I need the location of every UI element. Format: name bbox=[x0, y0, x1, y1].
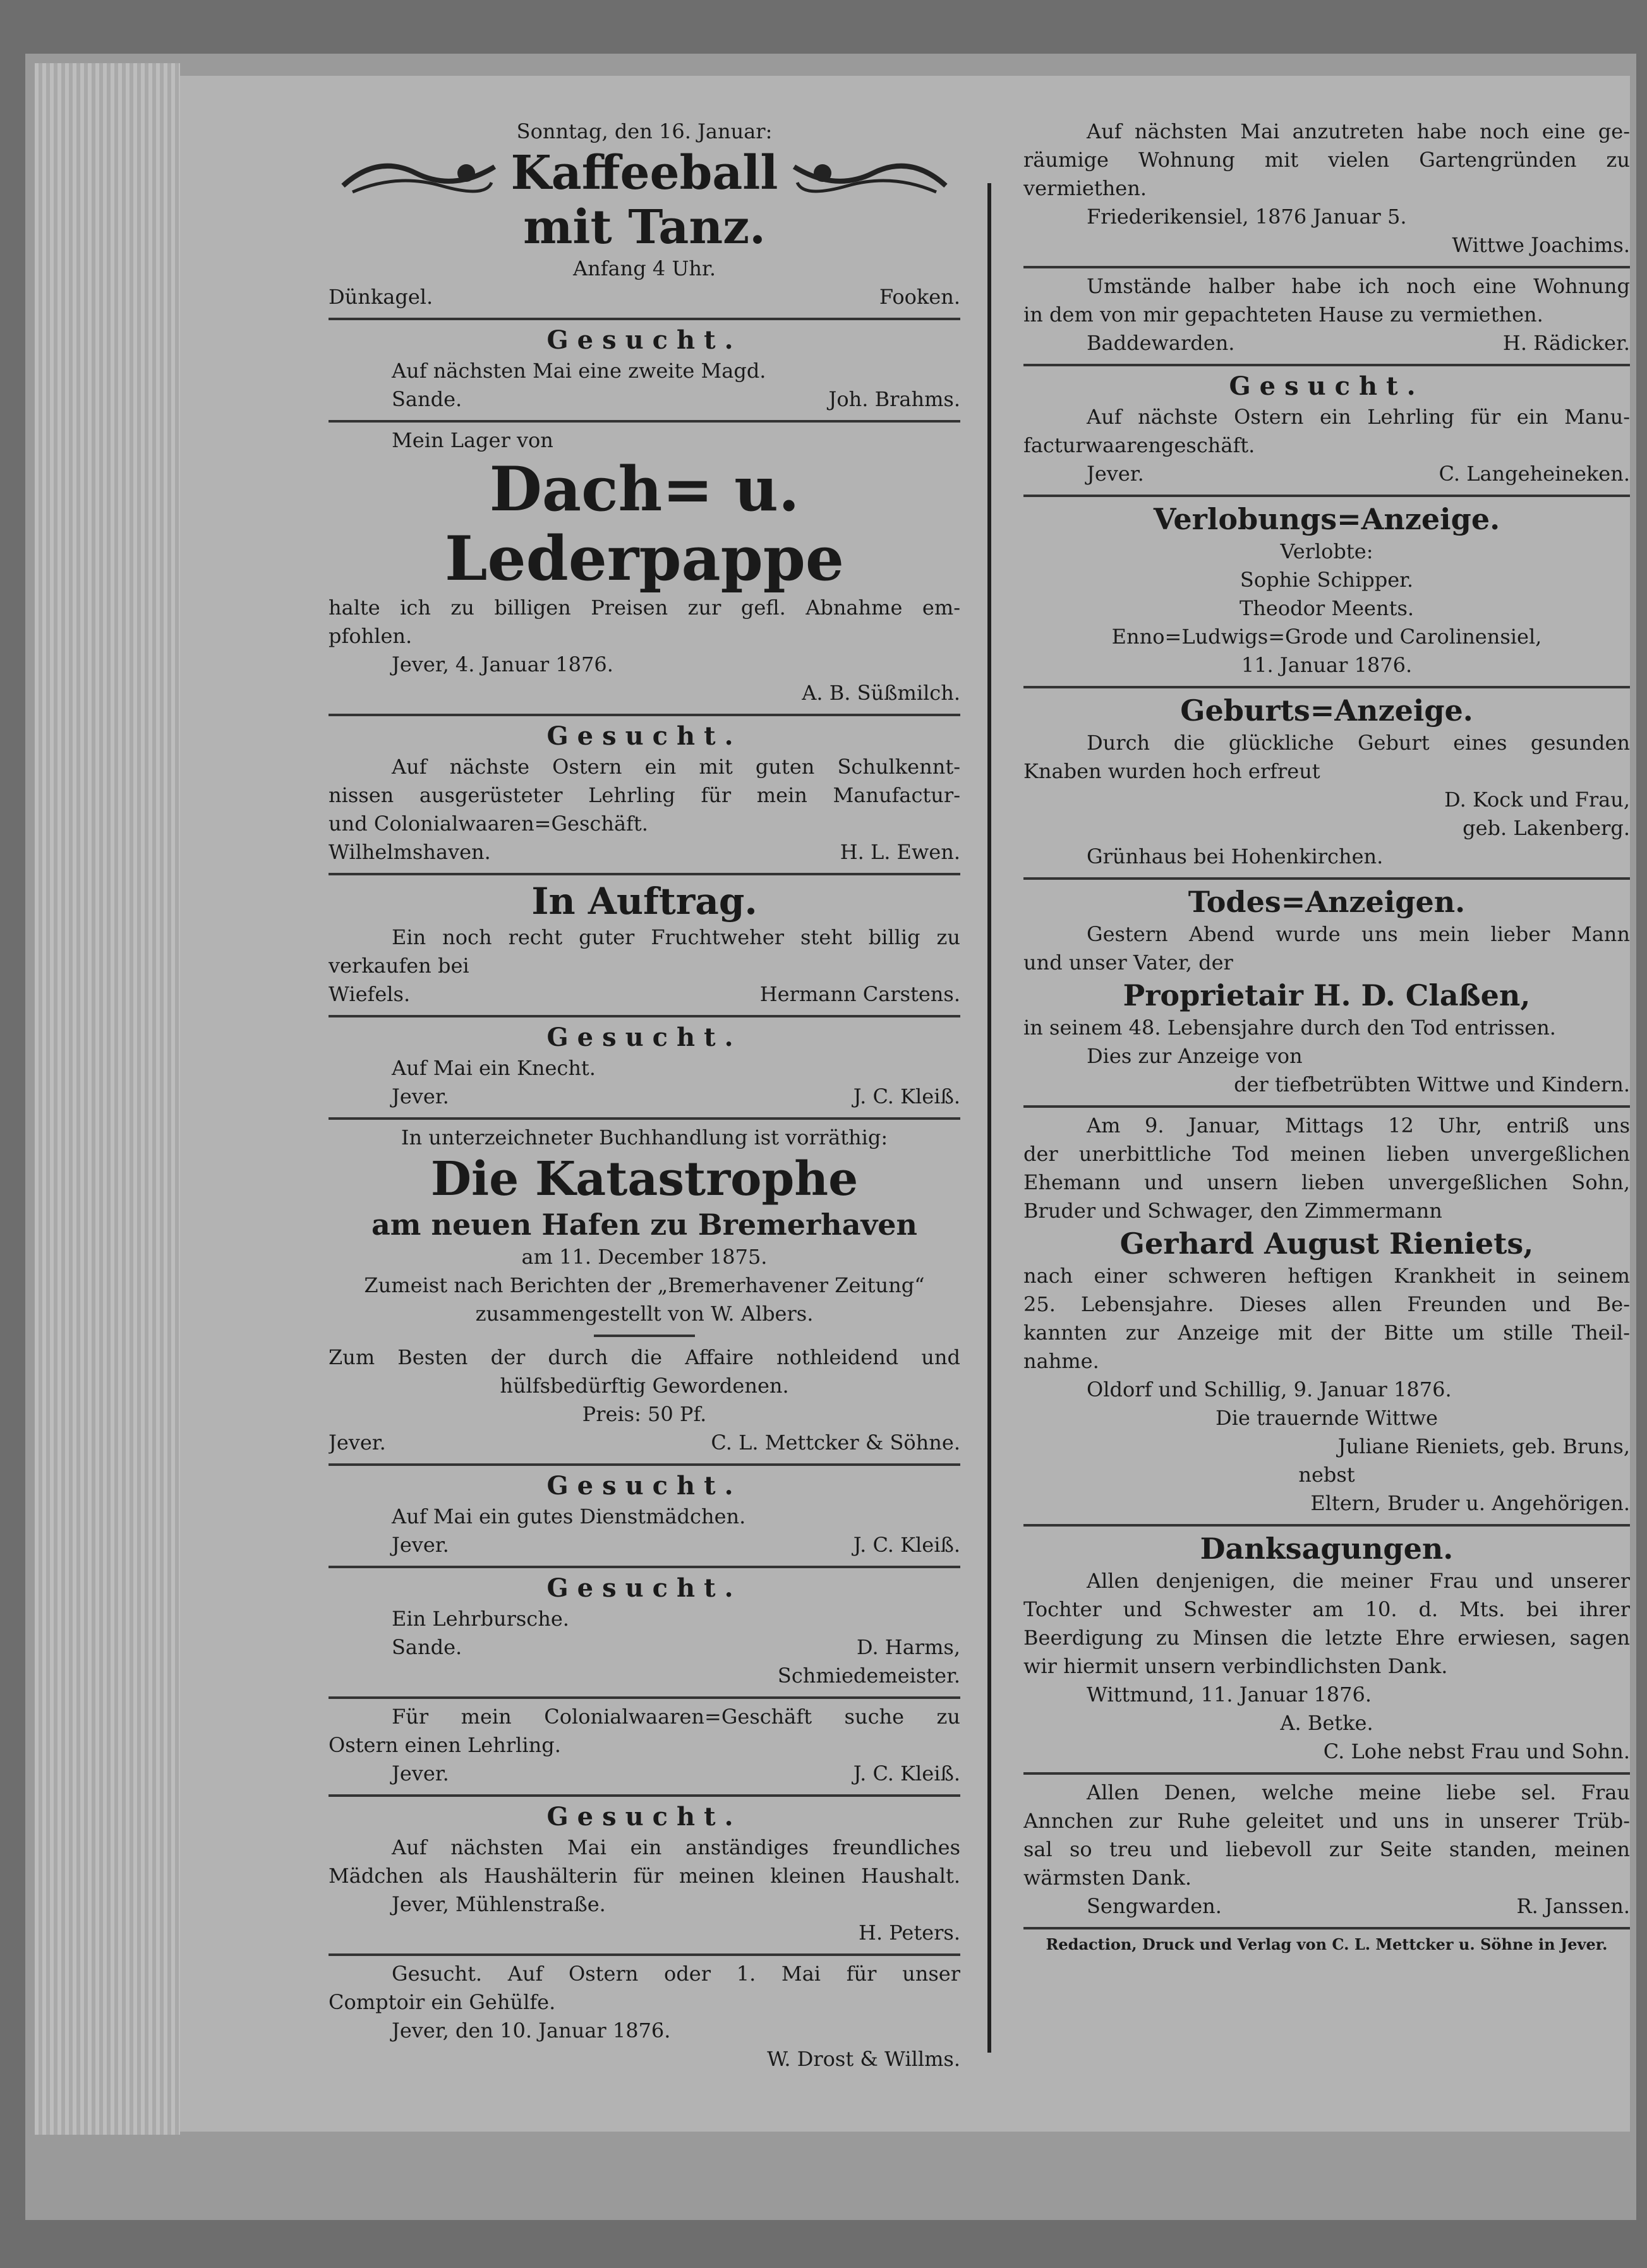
ad-text-line: Gestern Abend wurde uns mein lieber Mann bbox=[1087, 922, 1630, 946]
ad-title: Todes=Anzeigen. bbox=[1188, 885, 1466, 919]
ad-gesucht-manufactur bbox=[1023, 366, 1630, 497]
ad-title: Dach= u. Lederpappe bbox=[444, 453, 844, 594]
page-stack-edge bbox=[35, 63, 180, 2135]
ad-gesucht-lehrbursche bbox=[329, 1568, 960, 1699]
ad-text-line: Ein noch recht guter Fruchtweher steht billig zu bbox=[392, 925, 960, 949]
ad-dateline: Jever, 4. Januar 1876. bbox=[392, 652, 613, 676]
ad-signer: W. Drost & Willms. bbox=[767, 2047, 960, 2071]
ad-text-line: Bruder und Schwager, den Zimmermann bbox=[1023, 1199, 1442, 1223]
ad-danksagung-betke bbox=[1023, 1527, 1630, 1775]
ad-name: Gerhard August Rieniets, bbox=[1119, 1227, 1534, 1261]
ad-title: Geburts=Anzeige. bbox=[1180, 693, 1473, 728]
ad-dachpappe bbox=[329, 423, 960, 716]
ad-place: Jever. bbox=[392, 1084, 449, 1108]
ad-text-line: vermiethen. bbox=[1023, 176, 1147, 200]
ad-signer: C. L. Mettcker & Söhne. bbox=[711, 1431, 960, 1455]
ad-signature-row bbox=[329, 385, 960, 414]
ad-text-line: Ehemann und unsern lieben unvergeßlichen Sohn, bbox=[1023, 1170, 1630, 1194]
ad-signer: J. C. Kleiß. bbox=[853, 1533, 960, 1557]
ad-text-line: Auf nächsten Mai ein anständiges freundliches bbox=[392, 1835, 960, 1859]
ad-intro: Mein Lager von bbox=[392, 428, 553, 452]
ad-signer: H. L. Ewen. bbox=[840, 840, 960, 864]
ad-place: Sande. bbox=[392, 1635, 462, 1659]
ad-place: Dünkagel. bbox=[329, 285, 433, 309]
ad-signer: H. Peters. bbox=[859, 1921, 960, 1945]
kaffeeball-subtitle: mit Tanz. bbox=[523, 200, 766, 255]
ad-name: Sophie Schipper. bbox=[1240, 568, 1414, 592]
ad-signer: J. C. Kleiß. bbox=[853, 1084, 960, 1108]
ad-signer: Die trauernde Wittwe bbox=[1216, 1406, 1438, 1430]
ad-text-line: und Colonialwaaren=Geschäft. bbox=[329, 812, 648, 836]
ad-place: Wiefels. bbox=[329, 982, 411, 1006]
ad-place: Enno=Ludwigs=Grode und Carolinensiel, bbox=[1111, 625, 1542, 649]
ad-text-line: wir hiermit unsern verbindlichsten Dank. bbox=[1023, 1654, 1448, 1678]
ad-text-line: Auf nächste Ostern ein Lehrling für ein Manu- bbox=[1087, 405, 1630, 429]
ad-title: In Auftrag. bbox=[531, 880, 757, 923]
ad-signature-row bbox=[1023, 329, 1630, 357]
right-column bbox=[1023, 114, 1630, 1956]
ad-place: Jever. bbox=[392, 1533, 449, 1557]
ad-text-line: nahme. bbox=[1023, 1349, 1099, 1373]
ad-wohnung-friederikensiel bbox=[1023, 114, 1630, 268]
imprint-footer: Redaction, Druck und Verlag von C. L. Mettcker u. Söhne in Jever. bbox=[1046, 1935, 1608, 1953]
ad-colonialwaaren-lehrling bbox=[329, 1699, 960, 1797]
ad-text-line: facturwaarengeschäft. bbox=[1023, 433, 1255, 457]
ad-text-line: Für mein Colonialwaaren=Geschäft suche zu bbox=[392, 1705, 960, 1729]
column-divider bbox=[987, 183, 991, 2053]
ad-text-line: Gesucht. Auf Ostern oder 1. Mai für unser bbox=[392, 1962, 960, 1986]
ad-place: Wilhelmshaven. bbox=[329, 840, 491, 864]
ad-gesucht-gehuelfe bbox=[329, 1956, 960, 2080]
ad-heading: Gesucht. bbox=[1229, 371, 1425, 401]
ad-title: Danksagungen. bbox=[1200, 1532, 1454, 1566]
ad-name: Proprietair H. D. Claßen, bbox=[1123, 978, 1531, 1012]
ad-text-line: zusammengestellt von W. Albers. bbox=[475, 1302, 814, 1326]
ad-place: Jever. bbox=[1087, 462, 1144, 486]
ad-text-line: 25. Lebensjahre. Dieses allen Freunden und Be- bbox=[1023, 1292, 1630, 1316]
ad-todes-anzeige-classen bbox=[1023, 880, 1630, 1108]
ad-subtitle: am neuen Hafen zu Bremerhaven bbox=[371, 1208, 917, 1242]
ad-text-line: Umstände halber habe ich noch eine Wohnung bbox=[1087, 274, 1630, 298]
ad-signer: A. B. Süßmilch. bbox=[802, 681, 960, 705]
ad-name: Theodor Meents. bbox=[1239, 596, 1415, 620]
ornament-right-icon bbox=[791, 148, 949, 198]
ad-text-line: wärmsten Dank. bbox=[1023, 1866, 1192, 1890]
ornamental-rule bbox=[594, 1335, 695, 1337]
ad-text: Auf Mai ein Knecht. bbox=[392, 1056, 596, 1080]
ad-heading: Gesucht. bbox=[546, 325, 742, 355]
ad-signature-row bbox=[329, 283, 960, 311]
ad-place: Baddewarden. bbox=[1087, 331, 1235, 355]
ad-signer: Juliane Rieniets, geb. Bruns, bbox=[1337, 1434, 1630, 1458]
ad-dateline: Oldorf und Schillig, 9. Januar 1876. bbox=[1087, 1377, 1452, 1401]
ad-text-line: Allen Denen, welche meine liebe sel. Frau bbox=[1087, 1780, 1630, 1804]
ad-geburts-anzeige bbox=[1023, 688, 1630, 880]
ad-text-line: Knaben wurden hoch erfreut bbox=[1023, 759, 1320, 783]
ad-place: Sande. bbox=[392, 387, 462, 411]
ad-verlobungs-anzeige bbox=[1023, 497, 1630, 688]
ad-todes-anzeige-rieniets bbox=[1023, 1108, 1630, 1527]
ad-subheading: Verlobte: bbox=[1280, 539, 1373, 563]
ad-signer: geb. Lakenberg. bbox=[1463, 816, 1630, 840]
ad-signer: der tiefbetrübten Wittwe und Kindern. bbox=[1234, 1072, 1630, 1096]
ad-place: Jever. bbox=[392, 1761, 449, 1785]
ad-signature-row bbox=[329, 1760, 960, 1788]
ad-signer: C. Lohe nebst Frau und Sohn. bbox=[1323, 1739, 1630, 1763]
ad-signer: D. Harms, bbox=[856, 1635, 960, 1659]
ad-text: Auf Mai ein gutes Dienstmädchen. bbox=[392, 1504, 746, 1528]
ad-text-line: Durch die glückliche Geburt eines gesunden bbox=[1087, 731, 1630, 755]
ad-text-line: verkaufen bei bbox=[329, 954, 469, 978]
ad-text-line: Mädchen als Haushälterin für meinen kleinen Haushalt. bbox=[329, 1864, 960, 1888]
ad-text-line: und unser Vater, der bbox=[1023, 951, 1233, 975]
ad-text-line: sal so treu und liebevoll zur Seite standen, meinen bbox=[1023, 1837, 1630, 1861]
ad-text-line: Dies zur Anzeige von bbox=[1087, 1044, 1303, 1068]
ad-title: Die Katastrophe bbox=[430, 1152, 859, 1206]
ad-place: Jever. bbox=[329, 1431, 386, 1455]
ad-signature-row bbox=[329, 1083, 960, 1111]
ad-heading: Gesucht. bbox=[546, 1471, 742, 1501]
ad-signature-row bbox=[329, 1429, 960, 1457]
ad-text-line: Jever, Mühlenstraße. bbox=[392, 1892, 606, 1916]
ad-gesucht-haushaelterin bbox=[329, 1797, 960, 1956]
ad-date: 11. Januar 1876. bbox=[1241, 653, 1413, 677]
ad-text: Auf nächsten Mai eine zweite Magd. bbox=[392, 359, 766, 383]
ad-signer: Fooken. bbox=[879, 285, 960, 309]
kaffeeball-title-row bbox=[329, 146, 960, 200]
ad-text-line: Auf nächste Ostern ein mit guten Schulkennt- bbox=[392, 755, 960, 779]
ad-text-line: Zumeist nach Berichten der „Bremerhavener Zeitung“ bbox=[364, 1273, 925, 1297]
ad-gesucht-knecht bbox=[329, 1017, 960, 1120]
ad-date: am 11. December 1875. bbox=[521, 1245, 768, 1269]
ad-signer: H. Rädicker. bbox=[1502, 331, 1630, 355]
ad-signature-row bbox=[329, 838, 960, 867]
ad-signer: J. C. Kleiß. bbox=[853, 1761, 960, 1785]
ad-signer: R. Janssen. bbox=[1516, 1894, 1630, 1918]
ad-text: Ein Lehrbursche. bbox=[392, 1607, 569, 1631]
ad-text-line: pfohlen. bbox=[329, 624, 413, 648]
ad-signer: Hermann Carstens. bbox=[759, 982, 960, 1006]
ad-signature-row bbox=[329, 1633, 960, 1662]
ad-text-line: nissen ausgerüsteter Lehrling für mein Manufactur- bbox=[329, 783, 960, 807]
ad-heading: Gesucht. bbox=[546, 721, 742, 751]
ad-signature-row bbox=[1023, 1892, 1630, 1921]
ad-heading: Gesucht. bbox=[546, 1802, 742, 1832]
ornament-left-icon bbox=[340, 148, 498, 198]
ad-intro: In unterzeichneter Buchhandlung ist vorräthig: bbox=[401, 1125, 888, 1149]
ad-kaffeeball bbox=[329, 114, 960, 320]
ad-dateline: Jever, den 10. Januar 1876. bbox=[392, 2019, 671, 2043]
ad-danksagung-janssen bbox=[1023, 1775, 1630, 1929]
ad-text-line: halte ich zu billigen Preisen zur gefl. Abnahme em- bbox=[329, 596, 960, 620]
ad-text-line: nach einer schweren heftigen Krankheit in seinem bbox=[1023, 1264, 1630, 1288]
ad-in-auftrag bbox=[329, 875, 960, 1017]
ad-dateline: Wittmund, 11. Januar 1876. bbox=[1087, 1683, 1372, 1707]
ad-signer: D. Kock und Frau, bbox=[1444, 788, 1630, 812]
ad-signer-title: Schmiedemeister. bbox=[777, 1664, 960, 1688]
ad-text-line: der unerbittliche Tod meinen lieben unvergeßlichen bbox=[1023, 1142, 1630, 1166]
ad-gesucht-magd bbox=[329, 320, 960, 423]
kaffeeball-title: Kaffeeball bbox=[510, 146, 778, 200]
ad-text-line: Zum Besten der durch die Affaire nothleidend und bbox=[329, 1345, 960, 1369]
ad-signer: A. Betke. bbox=[1280, 1711, 1373, 1735]
ad-text-line: in dem von mir gepachteten Hause zu vermiethen. bbox=[1023, 303, 1543, 327]
ad-text-line: Tochter und Schwester am 10. d. Mts. bei ihrer bbox=[1023, 1597, 1630, 1621]
ad-text-line: in seinem 48. Lebensjahre durch den Tod entrissen. bbox=[1023, 1016, 1556, 1040]
ad-text-line: Ostern einen Lehrling. bbox=[329, 1733, 561, 1757]
ad-text-line: hülfsbedürftig Gewordenen. bbox=[500, 1374, 789, 1398]
ad-signer: Eltern, Bruder u. Angehörigen. bbox=[1310, 1491, 1630, 1515]
ad-text-line: Allen denjenigen, die meiner Frau und unserer bbox=[1087, 1569, 1630, 1593]
ad-wohnung-baddewarden bbox=[1023, 268, 1630, 366]
left-column bbox=[329, 114, 960, 2080]
ad-signature-row bbox=[329, 980, 960, 1009]
ad-signer: Joh. Brahms. bbox=[828, 387, 960, 411]
ad-signer: C. Langeheineken. bbox=[1439, 462, 1630, 486]
ad-heading: Gesucht. bbox=[546, 1573, 742, 1603]
ad-signer: Wittwe Joachims. bbox=[1452, 233, 1630, 257]
ad-signature-row bbox=[1023, 460, 1630, 488]
ad-place: Grünhaus bei Hohenkirchen. bbox=[1087, 844, 1384, 868]
ad-text-line: Annchen zur Ruhe geleitet und uns in unserer Trüb- bbox=[1023, 1809, 1630, 1833]
ad-dateline: Friederikensiel, 1876 Januar 5. bbox=[1087, 205, 1407, 229]
ad-gesucht-dienstmaedchen bbox=[329, 1466, 960, 1568]
ad-date: Sonntag, den 16. Januar: bbox=[516, 119, 773, 143]
ad-signature-row bbox=[329, 1531, 960, 1559]
ad-katastrophe bbox=[329, 1120, 960, 1466]
ad-text-line: Auf nächsten Mai anzutreten habe noch eine ge- bbox=[1087, 119, 1630, 143]
ad-text-line: Comptoir ein Gehülfe. bbox=[329, 1990, 556, 2014]
ad-gesucht-lehrling bbox=[329, 716, 960, 875]
ad-text-line: räumige Wohnung mit vielen Gartengründen zu bbox=[1023, 148, 1630, 172]
ad-start-time: Anfang 4 Uhr. bbox=[573, 256, 716, 280]
ad-signer: nebst bbox=[1298, 1463, 1355, 1487]
ad-text-line: kannten zur Anzeige mit der Bitte um stille Theil- bbox=[1023, 1321, 1630, 1345]
ad-heading: Gesucht. bbox=[546, 1023, 742, 1052]
ad-text-line: Beerdigung zu Minsen die letzte Ehre erwiesen, sagen bbox=[1023, 1626, 1630, 1650]
ad-place: Sengwarden. bbox=[1087, 1894, 1222, 1918]
ad-price: Preis: 50 Pf. bbox=[582, 1402, 707, 1426]
ad-text-line: Am 9. Januar, Mittags 12 Uhr, entriß uns bbox=[1087, 1113, 1630, 1137]
ad-title: Verlobungs=Anzeige. bbox=[1153, 502, 1500, 536]
